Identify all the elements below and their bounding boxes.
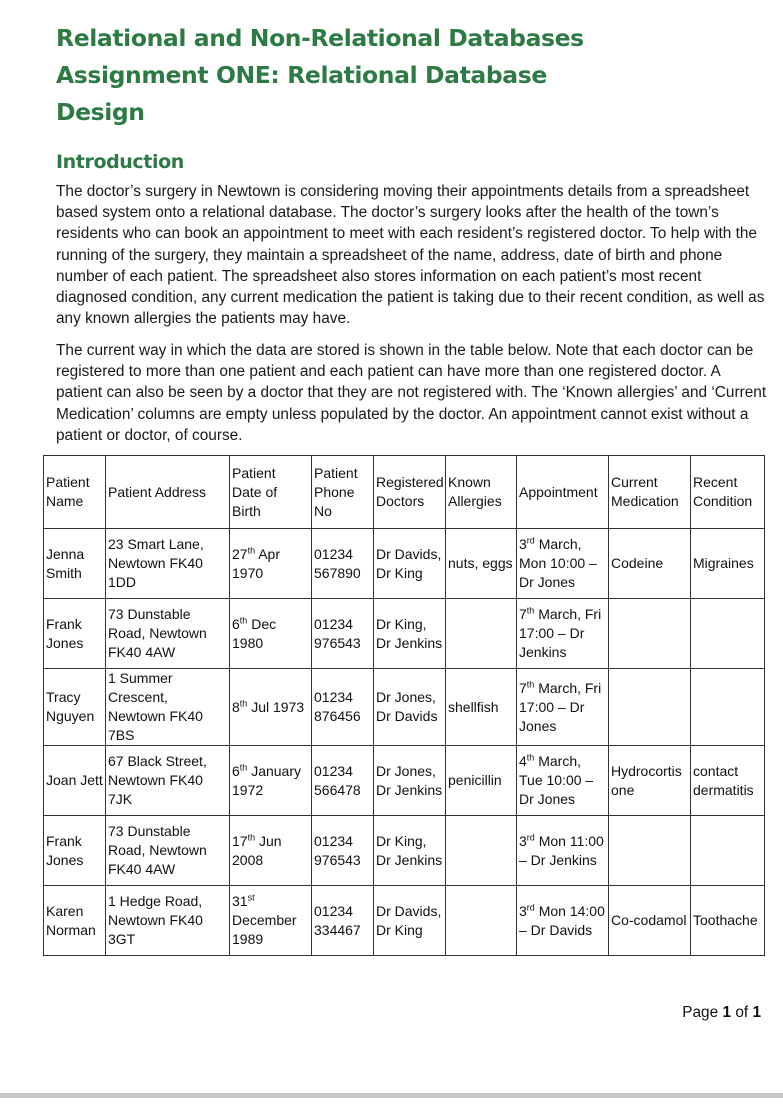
cell-phone: 01234 566478 [312, 746, 374, 816]
cell-allergies [446, 599, 517, 669]
cell-doctors: Dr Jones, Dr Jenkins [374, 746, 446, 816]
cell-phone: 01234 976543 [312, 599, 374, 669]
header-patient-address: Patient Address [106, 456, 230, 529]
cell-allergies: penicillin [446, 746, 517, 816]
cell-name: Frank Jones [44, 816, 106, 886]
cell-medication [609, 816, 691, 886]
cell-phone: 01234 876456 [312, 669, 374, 746]
cell-condition [691, 669, 765, 746]
cell-appointment: 7th March, Fri 17:00 – Dr Jenkins [517, 599, 609, 669]
cell-address: 73 Dunstable Road, Newtown FK40 4AW [106, 599, 230, 669]
cell-address: 23 Smart Lane, Newtown FK40 1DD [106, 529, 230, 599]
cell-medication [609, 599, 691, 669]
document-title [56, 20, 656, 131]
intro-paragraph-2: The current way in which the data are stored is shown in the table below. Note that each doctor can be registered to more than one patient and each patient can have more than one registered doctor. A patient can also be seen by a doctor that they are not registered with. The ‘Known allergies’ and ‘Current Medication’ columns are empty unless populated by the doctor. An appointment cannot exist without a patient or doctor, of course. [56, 342, 767, 444]
table-row [44, 886, 765, 956]
title-line: Relational and Non-Relational Databases [56, 24, 584, 52]
cell-condition [691, 816, 765, 886]
of-word: of [735, 1004, 749, 1021]
cell-address: 73 Dunstable Road, Newtown FK40 4AW [106, 816, 230, 886]
page-current: 1 [722, 1004, 732, 1021]
table-row [44, 816, 765, 886]
cell-doctors: Dr Jones, Dr Davids [374, 669, 446, 746]
cell-address: 1 Hedge Road, Newtown FK40 3GT [106, 886, 230, 956]
cell-dob: 6th Dec 1980 [230, 599, 312, 669]
cell-doctors: Dr King, Dr Jenkins [374, 599, 446, 669]
title-line: Assignment ONE: Relational Database [56, 61, 547, 89]
header-current-medication: Current Medication [609, 456, 691, 529]
cell-appointment: 3rd March, Mon 10:00 – Dr Jones [517, 529, 609, 599]
cell-phone: 01234 976543 [312, 816, 374, 886]
header-registered-doctors: Registered Doctors [374, 456, 446, 529]
cell-dob: 31st December 1989 [230, 886, 312, 956]
cell-phone: 01234 567890 [312, 529, 374, 599]
cell-doctors: Dr King, Dr Jenkins [374, 816, 446, 886]
cell-dob: 6th January 1972 [230, 746, 312, 816]
cell-dob: 17th Jun 2008 [230, 816, 312, 886]
header-known-allergies: Known Allergies [446, 456, 517, 529]
cell-condition: Migraines [691, 529, 765, 599]
table-row [44, 529, 765, 599]
header-recent-condition: Recent Condition [691, 456, 765, 529]
title-line: Design [56, 98, 145, 126]
cell-medication: Co-codamol [609, 886, 691, 956]
cell-doctors: Dr Davids, Dr King [374, 529, 446, 599]
cell-allergies [446, 886, 517, 956]
cell-appointment: 7th March, Fri 17:00 – Dr Jones [517, 669, 609, 746]
cell-appointment: 3rd Mon 11:00 – Dr Jenkins [517, 816, 609, 886]
cell-name: Jenna Smith [44, 529, 106, 599]
cell-allergies [446, 816, 517, 886]
page-indicator [682, 1004, 761, 1022]
header-patient-phone: Patient Phone No [312, 456, 374, 529]
cell-allergies: nuts, eggs [446, 529, 517, 599]
cell-condition: contact dermatitis [691, 746, 765, 816]
table-header-row [44, 456, 765, 529]
cell-medication: Codeine [609, 529, 691, 599]
cell-appointment: 4th March, Tue 10:00 – Dr Jones [517, 746, 609, 816]
cell-medication: Hydrocortis one [609, 746, 691, 816]
intro-paragraph-1: The doctor’s surgery in Newtown is considering moving their appointments details from a spreadsheet based system onto a relational database. The doctor’s surgery looks after the health of the town’s residents who can book an appointment to meet with each resident’s registered doctor. To help with the running of the surgery, they maintain a spreadsheet of the name, address, date of birth and phone number of each patient. The spreadsheet also stores information on each patient’s most recent diagnosed condition, any current medication the patient is taking due to their recent condition, as well as any known allergies the patients may have. [56, 183, 765, 328]
page-word: Page [682, 1004, 719, 1021]
cell-dob: 27th Apr 1970 [230, 529, 312, 599]
cell-address: 1 Summer Crescent, Newtown FK40 7BS [106, 669, 230, 746]
cell-medication [609, 669, 691, 746]
cell-name: Frank Jones [44, 599, 106, 669]
table-row [44, 599, 765, 669]
header-appointment: Appointment [517, 456, 609, 529]
patient-table [43, 455, 765, 956]
header-patient-dob: Patient Date of Birth [230, 456, 312, 529]
cell-condition: Toothache [691, 886, 765, 956]
cell-dob: 8th Jul 1973 [230, 669, 312, 746]
cell-allergies: shellfish [446, 669, 517, 746]
cell-phone: 01234 334467 [312, 886, 374, 956]
introduction-heading: Introduction [56, 151, 184, 173]
cell-name: Joan Jett [44, 746, 106, 816]
cell-condition [691, 599, 765, 669]
cell-name: Karen Norman [44, 886, 106, 956]
cell-name: Tracy Nguyen [44, 669, 106, 746]
cell-address: 67 Black Street, Newtown FK40 7JK [106, 746, 230, 816]
cell-appointment: 3rd Mon 14:00 – Dr Davids [517, 886, 609, 956]
viewer-bottom-bar [0, 1093, 783, 1098]
page-total: 1 [752, 1004, 761, 1021]
header-patient-name: Patient Name [44, 456, 106, 529]
table-row [44, 746, 765, 816]
table-row [44, 669, 765, 746]
cell-doctors: Dr Davids, Dr King [374, 886, 446, 956]
